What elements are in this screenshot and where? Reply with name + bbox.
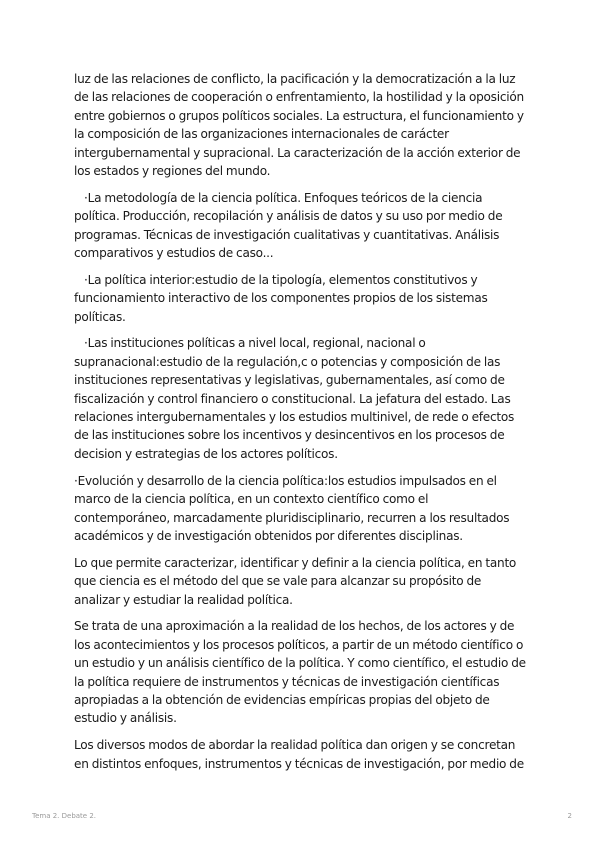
bullet-paragraph-evolution: ·Evolución y desarrollo de la ciencia política:los estudios impulsados en el marco de la ciencia política, en un contexto científico como el contemporáneo, marcadamente pluridisciplinario, recurren a los resultados académicos y de investigación obtenidos por diferentes disciplinas. — [74, 473, 513, 543]
paragraph-method: Lo que permite caracterizar, identificar y definir a la ciencia política, en tanto que ciencia es el método del que se vale para alcanzar su propósito de analizar y estudiar la realidad política. — [74, 555, 520, 607]
bullet-paragraph-methodology: ·La metodología de la ciencia política. Enfoques teóricos de la ciencia política. Producción, recopilación y análisis de datos y su uso por medio de programas. Técnicas de investigación cualitativas y cuantitativas. Análisis comparativos y estudios de caso... — [74, 190, 506, 261]
page-body — [74, 70, 529, 781]
footer-document-label: Tema 2. Debate 2. — [32, 812, 97, 820]
bullet-paragraph-institutions: ·Las instituciones políticas a nivel local, regional, nacional o supranacional:estudio de la regulación,c o potencias y composición de las instituciones representativas y legislativas, gubernamentales, así como de fiscalización y control financiero o constitucional. La jefatura del estado. Las relaciones intergubernamentales y los estudios multinivel, de rede o efectos de las instituciones sobre los incentivos y desincentivos en los procesos de decision y estrategias de los actores políticos. — [74, 336, 518, 461]
paragraph-continuation: luz de las relaciones de conflicto, la pacificación y la democratización a la luz de las relaciones de cooperación o enfrentamiento, la hostilidad y la oposición entre gobiernos o grupos políticos sociales. La estructura, el funcionamiento y la composición de las organizaciones internacionales de carácter intergubernamental y supracional. La caracterización de la acción exterior de los estados y regiones del mundo. — [74, 72, 528, 179]
footer-page-number: 2 — [567, 812, 572, 820]
paragraph-approach: Se trata de una aproximación a la realidad de los hechos, de los actores y de los acontecimientos y los procesos políticos, a partir de un método científico o un estudio y un análisis científico de la política. Y como científico, el estudio de la política requiere de instrumentos y técnicas de investigación científicas apropiadas a la obtención de evidencias empíricas propias del objeto de estudio y análisis. — [74, 619, 529, 726]
paragraph-modes: Los diversos modos de abordar la realidad política dan origen y se concretan en distintos enfoques, instrumentos y técnicas de investigación, por medio de — [74, 738, 524, 771]
bullet-paragraph-interior-politics: ·La política interior:estudio de la tipología, elementos constitutivos y funcionamiento interactivo de los componentes propios de los sistemas políticas. — [74, 272, 491, 324]
